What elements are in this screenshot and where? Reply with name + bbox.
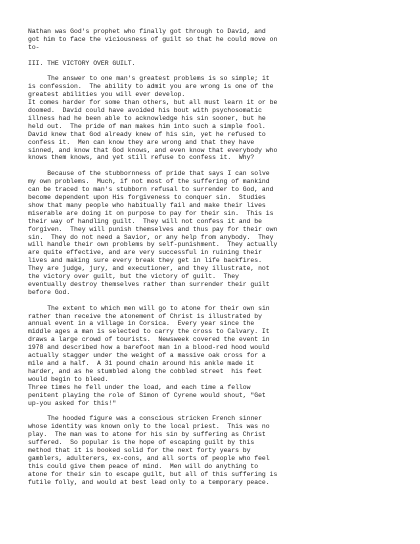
paragraph-pride: Because of the stubbornness of pride that says I can solve my own problems. Much, if not most of the suffering of mankind can be traced to man's stubborn refusal to surrender to God, and become dependent upon His forgiveness to conquer sin. Studies show that many people who habitually fail and make their lives miserable are doing it on purpose to pay for their sin. This is their way of handling guilt. They will not confess it and be forgiven. They will punish themselves and thus pay for their own sin. They do not need a Savior, or any help from anybody. They will handle their own problems by self-punishment. They actually are quite effective, and are very successful in ruining their lives and making sure every break they get in life backfires. They are judge, jury, and executioner, and they illustrate, not the victory over guilt, but the victory of guilt. They eventually destroy themselves rather than surrender their guilt before God. <box>28 170 278 296</box>
paragraph-corsica: The extent to which men will go to atone for their own sin rather than receive the atonement of Christ is illustrated by annual event in a village in Corsica. Every year since the middle ages a man is selected to carry the cross to Calvary. It draws a large crowd of tourists. Newsweek covered the event in 1978 and described how a barefoot man in a blood-red hood would actually stagger under the weight of a massive oak cross for a mile and a half. A 31 pound chain around his ankle made it harder, and as he stumbled along the cobbled street his feet would begin to bleed. Three times he fell under the load, and each time a fellow penitent playing the role of Simon of Cyrene would shout, "Get up-you asked for this!" <box>28 304 270 407</box>
paragraph-hooded-figure: The hooded figure was a conscious stricken French sinner whose identity was known only to the local priest. This was no play. The man was to atone for his sin by suffering as Christ suffered. So popular is the hope of escaping guilt by this method that it is booked solid for the next forty years by gamblers, adulterers, ex-cons, and all sorts of people who feel this could give them peace of mind. Men will do anything to atone for their sin to escape guilt, but all of this suffering is futile folly, and would at best lead only to a temporary peace. <box>28 415 278 486</box>
intro-paragraph: Nathan was God's prophet who finally got through to David, and got him to face the viciousness of guilt so that he could move on to- <box>28 28 278 51</box>
paragraph-confession: The answer to one man's greatest problems is so simple; it is confession. The ability to admit you are wrong is one of the greatest abilities you will ever develop. It comes harder for some than others, but all must learn it or be doomed. David could have avoided his bout with psychosomatic illness had he been able to acknowledge his sin sooner, but he held out. The pride of man makes him into such a simple fool. David knew that God already knew of his sin, yet he refused to confess it. Men can know they are wrong and that they have sinned, and know that God knows, and even know that everybody who knows them knows, and yet still refuse to confess it. Why? <box>28 75 278 162</box>
document-text <box>28 28 408 494</box>
section-heading: III. THE VICTORY OVER GUILT. <box>28 59 136 67</box>
